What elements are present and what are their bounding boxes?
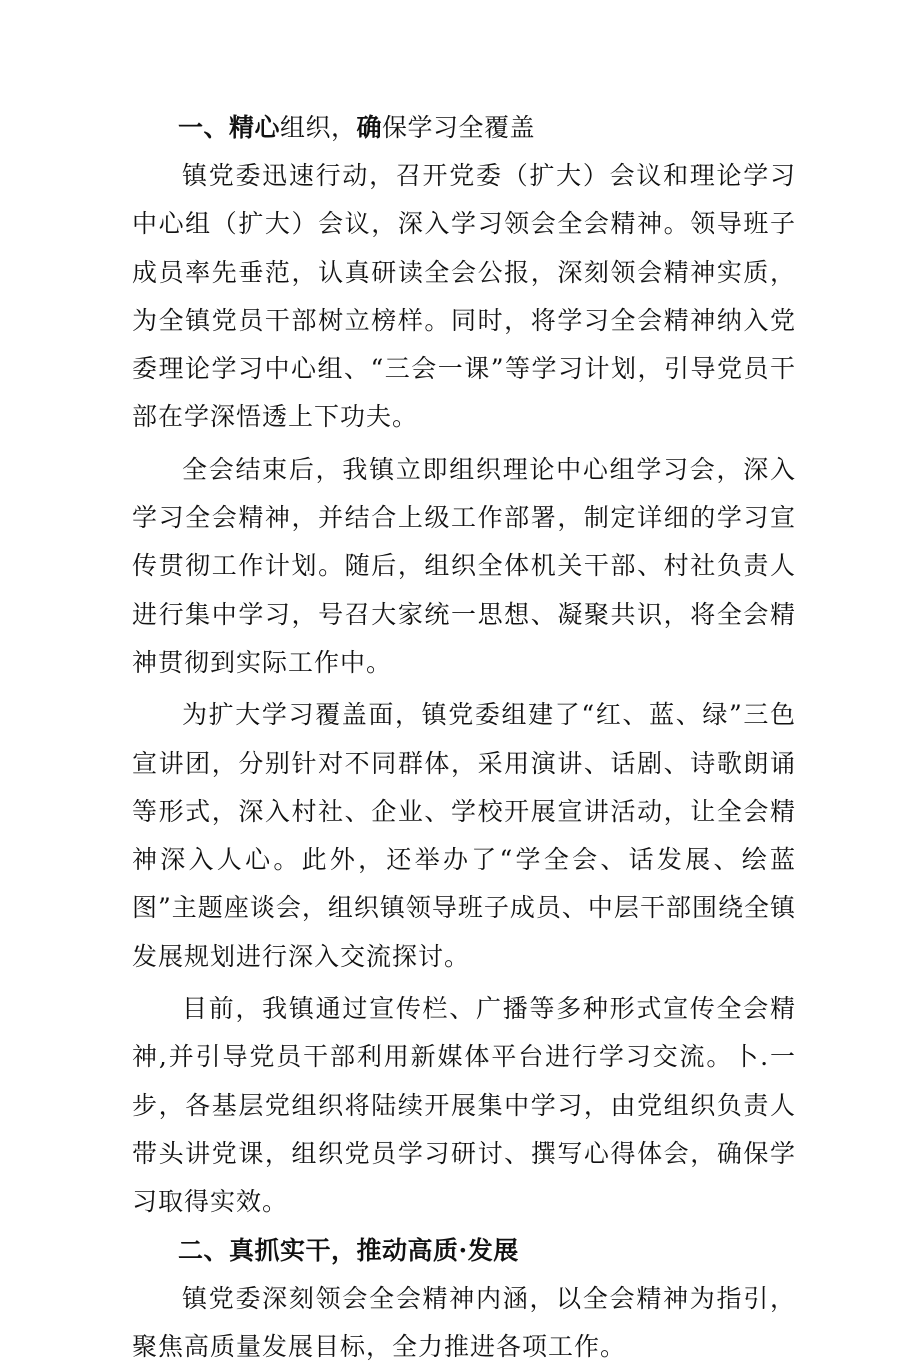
paragraph: 全会结束后，我镇立即组织理论中心组学习会，深入学习全会精神，并结合上级工作部署，制定详细的学习宣传贯彻工作计划。随后，组织全体机关干部、村社负责人进行集中学习，号召大家统一思想、凝聚共识，将全会精神贯彻到实际工作中。 (132, 454, 796, 677)
heading-bold-part: 一、精心 (178, 113, 281, 142)
document-body (132, 104, 796, 1371)
paragraph: 为扩大学习覆盖面，镇党委组建了“红、蓝、绿”三色宣讲团，分别针对不同群体，采用演讲、话剧、诗歌朗诵等形式，深入村社、企业、学校开展宣讲活动，让全会精神深入人心。此外，还举办了“学全会、话发展、绘蓝图”主题座谈会，组织镇领导班子成员、中层干部围绕全镇发展规划进行深入交流探讨。 (132, 700, 796, 971)
paragraph: 镇党委迅速行动，召开党委（扩大）会议和理论学习中心组（扩大）会议，深入学习领会全会精神。领导班子成员率先垂范，认真研读全会公报，深刻领会精神实质，为全镇党员干部树立榜样。同时，将学习全会精神纳入党委理论学习中心组、“三会一课”等学习计划，引导党员干部在学深悟透上下功夫。 (132, 161, 796, 432)
section-1-heading (132, 104, 796, 152)
heading-text: 二、真抓实干，推动高质·发展 (178, 1235, 519, 1265)
heading-plain-part: 组织， (280, 113, 357, 142)
heading-plain-part: 保学习全覆盖 (382, 113, 536, 142)
paragraph: 目前，我镇通过宣传栏、广播等多种形式宣传全会精神,并引导党员干部利用新媒体平台进行学习交流。卜.一步，各基层党组织将陆续开展集中学习，由党组织负责人带头讲党课，组织党员学习研讨、撰写心得体会，确保学习取得实效。 (132, 994, 796, 1217)
paragraph: 镇党委深刻领会全会精神内涵，以全会精神为指引，聚焦高质量发展目标，全力推进各项工作。 (132, 1283, 796, 1361)
heading-bold-part: 确 (356, 113, 383, 142)
section-2-heading (132, 1227, 796, 1275)
